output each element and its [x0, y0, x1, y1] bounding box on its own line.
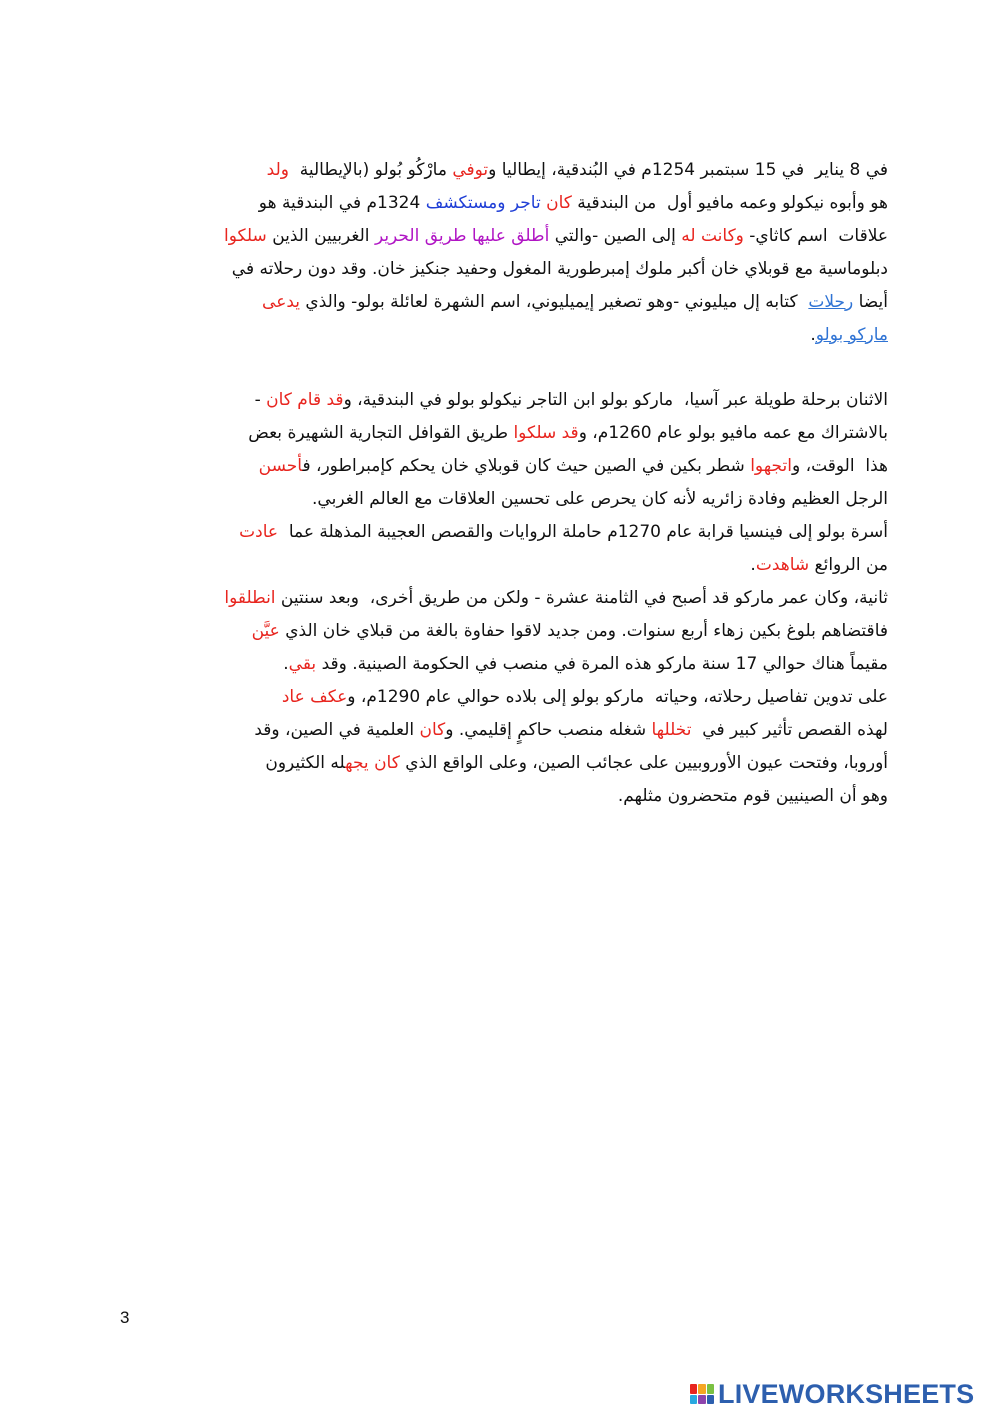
text-line [265, 748, 888, 780]
text-segment: يدعى [262, 292, 301, 312]
text-segment: أيضا [853, 292, 888, 312]
text-line [255, 385, 888, 417]
text-segment: من الروائع [809, 555, 888, 575]
text-line [312, 484, 888, 516]
text-segment: بالاشتراك مع عمه مافيو بولو عام 1260م، و [578, 423, 888, 443]
text-segment: الاثنان برحلة طويلة عبر آسيا، ماركو بولو ابن التاجر نيكولو بولو في البندقية، و [343, 390, 888, 410]
text-segment: شاهدت [755, 555, 810, 575]
page-number: 3 [120, 1308, 130, 1327]
text-line [259, 188, 888, 220]
text-line [232, 254, 888, 286]
text-segment: قد قام كان [266, 390, 344, 410]
text-link[interactable]: مارکو بولو [815, 325, 888, 345]
text-segment: . [750, 555, 756, 575]
text-segment: تاجر ومستكشف [425, 193, 541, 213]
text-segment: ثانية، وكان عمر ماركو قد أصبح في الثامنة عشرة - ولكن من طريق أخرى، وبعد سنتين [275, 588, 888, 608]
text-line [262, 287, 888, 319]
text-line [283, 649, 888, 681]
text-segment: علاقات اسم كاثاي- [743, 226, 888, 246]
text-segment: كان [419, 720, 446, 740]
text-segment: عادت [239, 522, 279, 542]
text-segment: . [283, 654, 289, 674]
text-line [252, 616, 888, 648]
text-segment: تخللها [651, 720, 692, 740]
text-segment: 1324م في البندقية هو [258, 193, 426, 213]
text-line [810, 320, 888, 352]
text-line [618, 781, 888, 813]
text-segment: أوروبا، وفتحت عيون الأوروبيين على عجائب الصين، وعلى الواقع الذي [399, 753, 888, 773]
text-line [239, 517, 888, 549]
text-segment: شطر بكين في الصين حيث كان قوبلاي خان يحكم كإمبراطور، ف [302, 456, 751, 476]
text-line [254, 715, 888, 747]
text-segment: العلمية في الصين، وقد [254, 720, 420, 740]
text-segment: ولد [266, 160, 289, 180]
text-segment: له الكثيرون [265, 753, 346, 773]
text-segment: هو وأبوه نيكولو وعمه مافيو أول من البندقية [571, 193, 888, 213]
text-segment: توفي [452, 160, 489, 180]
text-segment: أحسن [258, 456, 303, 476]
text-segment: كتابه إل ميليوني -وهو تصغير إيميليوني، اسم الشهرة لعائلة بولو- والذي [300, 292, 809, 312]
text-line [282, 682, 888, 714]
text-segment: وهو أن الصينيين قوم متحضرون مثلهم. [617, 786, 888, 806]
text-line [267, 155, 888, 187]
text-segment: - [254, 390, 267, 410]
text-segment: دبلوماسية مع قوبلاي خان أكبر ملوك إمبرطورية المغول وحفيد جنكيز خان. وقد دون رحلاته في [231, 259, 888, 279]
text-line [248, 418, 888, 450]
text-segment: على تدوين تفاصيل رحلاته، وحياته ماركو بولو إلى بلاده حوالي عام 1290م، و [347, 687, 888, 707]
text-segment: أسرة بولو إلى فينسيا قرابة عام 1270م حاملة الروايات والقصص العجيبة المذهلة عما [278, 522, 888, 542]
text-line [750, 550, 888, 582]
text-segment: الرجل العظيم وفادة زائريه لأنه كان يحرص على تحسين العلاقات مع العالم الغربي. [312, 489, 888, 509]
text-segment: مقيماً هناك حوالي 17 سنة ماركو هذه المرة في منصب في الحكومة الصينية. وقد [316, 654, 888, 674]
text-segment: شغله منصب حاكمٍ إقليمي. و [445, 720, 652, 740]
text-segment: هذا الوقت، و [791, 456, 888, 476]
text-segment: بقي [288, 654, 317, 674]
text-link[interactable]: رحلات [808, 292, 854, 312]
logo-icon [690, 1384, 714, 1404]
text-segment: لهذه القصص تأثير كبير في [691, 720, 888, 740]
text-segment: قد سلكوا [513, 423, 579, 443]
text-segment: . [810, 325, 816, 345]
text-segment: مارْكُو بُولو (بالإيطالية [288, 160, 453, 180]
text-line [259, 451, 888, 483]
text-segment: أطلق عليها طريق الحرير [374, 226, 550, 246]
text-segment: إلى الصين -والتي [549, 226, 682, 246]
text-segment: اتجهوا [750, 456, 792, 476]
text-segment: طريق القوافل التجارية الشهيرة بعض [248, 423, 514, 443]
text-segment: كان [546, 193, 572, 213]
text-segment: عكف عاد [281, 687, 348, 707]
text-segment: عيَّن [251, 621, 280, 641]
text-line [224, 583, 888, 615]
text-segment: الغربيين الذين [266, 226, 375, 246]
text-segment: فاقتضاهم بلوغ بكين زهاء أربع سنوات. ومن جديد لاقوا حفاوة بالغة من قبلاي خان الذي [279, 621, 888, 641]
text-segment: سلكوا [224, 226, 267, 246]
text-segment: انطلقوا [224, 588, 276, 608]
text-segment: وكانت له [681, 226, 744, 246]
text-line [224, 221, 888, 253]
brand-name: LIVEWORKSHEETS [718, 1378, 975, 1409]
text-segment: كان يجه [345, 753, 400, 773]
liveworksheets-logo [690, 1380, 974, 1408]
text-segment: في 8 يناير في 15 سبتمبر 1254م في البُندقية، إيطاليا و [488, 160, 888, 180]
